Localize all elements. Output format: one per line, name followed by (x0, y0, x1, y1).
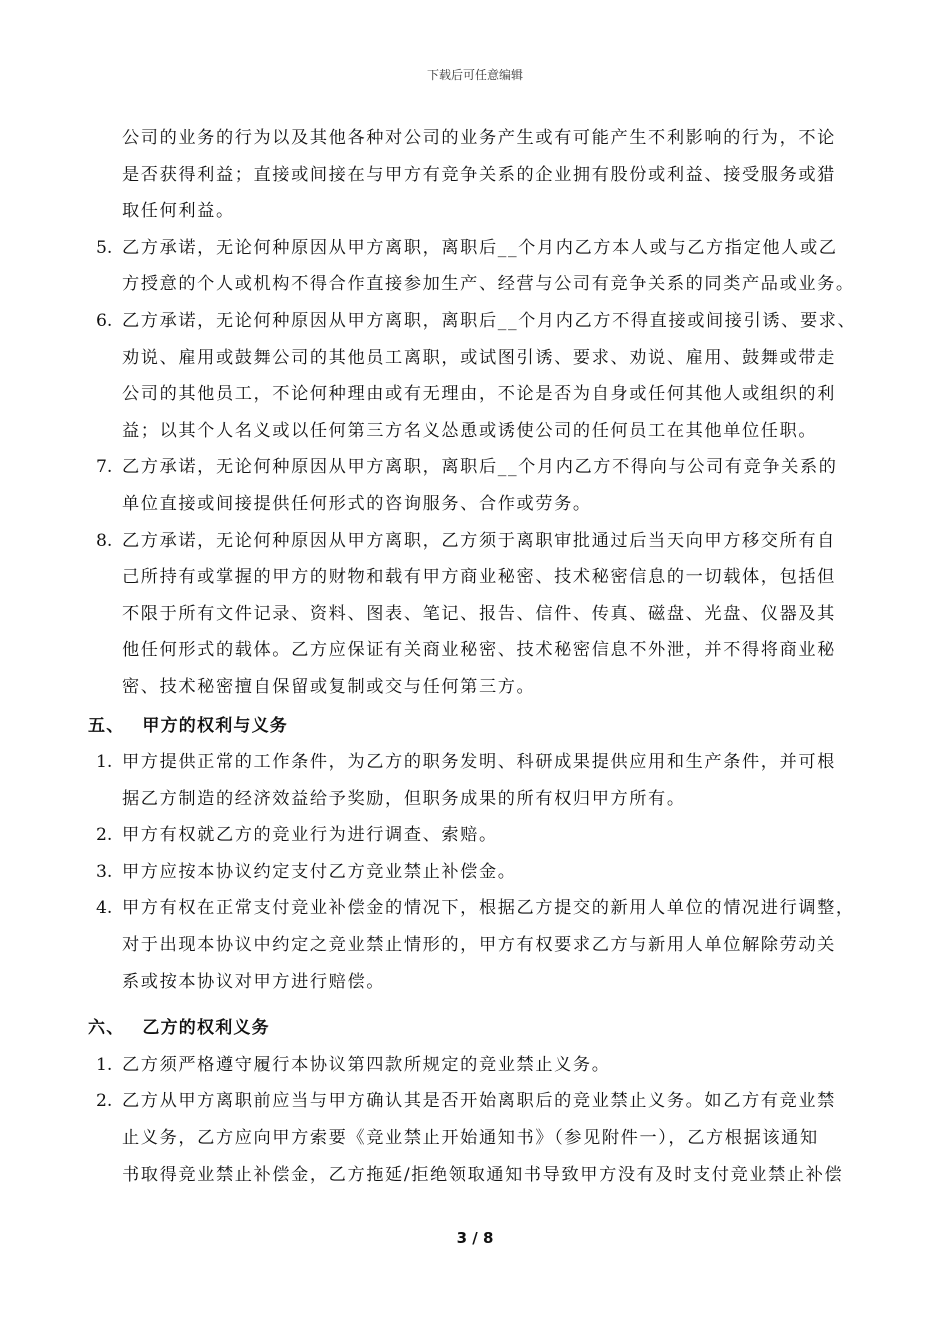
section5-item-4 (88, 890, 878, 1000)
item-number: 5. (96, 237, 113, 258)
text-line: 止义务，乙方应向甲方索要《竞业禁止开始通知书》（参见附件一），乙方根据该通知 (122, 1128, 819, 1149)
page-number: 3 / 8 (456, 1229, 494, 1247)
text-line: 书取得竞业禁止补偿金，乙方拖延/拒绝领取通知书导致甲方没有及时支付竞业禁止补偿 (122, 1164, 844, 1185)
text-line: 方授意的个人或机构不得合作直接参加生产、经营与公司有竞争关系的同类产品或业务。 (122, 274, 855, 295)
section5-item-3 (88, 854, 878, 891)
item-number: 6. (96, 310, 113, 331)
text-line: 他任何形式的载体。乙方应保证有关商业秘密、技术秘密信息不外泄，并不得将商业秘 (122, 640, 836, 661)
section-number: 五、 (88, 715, 125, 736)
intro-paragraph (88, 120, 878, 230)
item-number: 8. (96, 530, 113, 551)
item-number: 1. (96, 1054, 113, 1075)
section5-item-1 (88, 744, 878, 817)
clause-item-7 (88, 449, 878, 522)
section-heading-6 (88, 1010, 878, 1047)
section-heading-5 (88, 708, 878, 745)
text-line: 甲方提供正常的工作条件，为乙方的职务发明、科研成果提供应用和生产条件，并可根 (122, 752, 836, 773)
page-header: 下载后可任意编辑 (426, 68, 523, 82)
item-number: 7. (96, 457, 113, 478)
section-title: 乙方的权利义务 (142, 1018, 270, 1039)
text-line: 甲方有权在正常支付竞业补偿金的情况下，根据乙方提交的新用人单位的情况进行调整， (122, 898, 855, 919)
clause-item-8 (88, 523, 878, 706)
item-number: 3. (96, 861, 113, 882)
document-body (88, 120, 878, 1193)
text-line: 乙方承诺，无论何种原因从甲方离职，乙方须于离职审批通过后当天向甲方移交所有自 (122, 530, 836, 551)
section6-item-2 (88, 1083, 878, 1193)
section-number: 六、 (88, 1018, 125, 1039)
text-line: 是否获得利益；直接或间接在与甲方有竞争关系的企业拥有股份或利益、接受服务或猎 (122, 164, 836, 185)
text-line: 不限于所有文件记录、资料、图表、笔记、报告、信件、传真、磁盘、光盘、仪器及其 (122, 603, 836, 624)
text-line: 公司的业务的行为以及其他各种对公司的业务产生或有可能产生不利影响的行为，不论 (122, 128, 836, 148)
text-line: 甲方有权就乙方的竞业行为进行调查、索赔。 (122, 825, 498, 846)
text-line: 乙方承诺，无论何种原因从甲方离职，离职后__个月内乙方不得向与公司有竞争关系的 (122, 457, 838, 478)
text-line: 公司的其他员工，不论何种理由或有无理由，不论是否为自身或任何其他人或组织的利 (122, 384, 836, 405)
text-line: 乙方从甲方离职前应当与甲方确认其是否开始离职后的竞业禁止义务。如乙方有竞业禁 (122, 1091, 836, 1112)
text-line: 对于出现本协议中约定之竞业禁止情形的，甲方有权要求乙方与新用人单位解除劳动关 (122, 935, 836, 956)
text-line: 据乙方制造的经济效益给予奖励，但职务成果的所有权归甲方所有。 (122, 788, 686, 809)
item-number: 1. (96, 752, 113, 773)
text-line: 己所持有或掌握的甲方的财物和载有甲方商业秘密、技术秘密信息的一切载体，包括但 (122, 567, 836, 588)
text-line: 乙方须严格遵守履行本协议第四款所规定的竞业禁止义务。 (122, 1054, 611, 1075)
item-number: 2. (96, 825, 113, 846)
item-number: 4. (96, 898, 113, 919)
text-line: 乙方承诺，无论何种原因从甲方离职，离职后__个月内乙方不得直接或间接引诱、要求、 (122, 310, 857, 331)
text-line: 单位直接或间接提供任何形式的咨询服务、合作或劳务。 (122, 493, 592, 514)
text-line: 密、技术秘密擅自保留或复制或交与任何第三方。 (122, 676, 536, 697)
item-number: 2. (96, 1091, 113, 1112)
section5-item-2 (88, 817, 878, 854)
text-line: 取任何利益。 (122, 201, 235, 222)
section-title: 甲方的权利与义务 (142, 715, 289, 736)
text-line: 甲方应按本协议约定支付乙方竞业禁止补偿金。 (122, 861, 517, 882)
text-line: 乙方承诺，无论何种原因从甲方离职，离职后__个月内乙方本人或与乙方指定他人或乙 (122, 237, 838, 258)
section6-item-1 (88, 1047, 878, 1084)
clause-item-6 (88, 303, 878, 449)
clause-item-5 (88, 230, 878, 303)
text-line: 益；以其个人名义或以任何第三方名义怂恿或诱使公司的任何员工在其他单位任职。 (122, 420, 818, 441)
text-line: 系或按本协议对甲方进行赔偿。 (122, 971, 386, 992)
text-line: 劝说、雇用或鼓舞公司的其他员工离职，或试图引诱、要求、劝说、雇用、鼓舞或带走 (122, 347, 836, 368)
